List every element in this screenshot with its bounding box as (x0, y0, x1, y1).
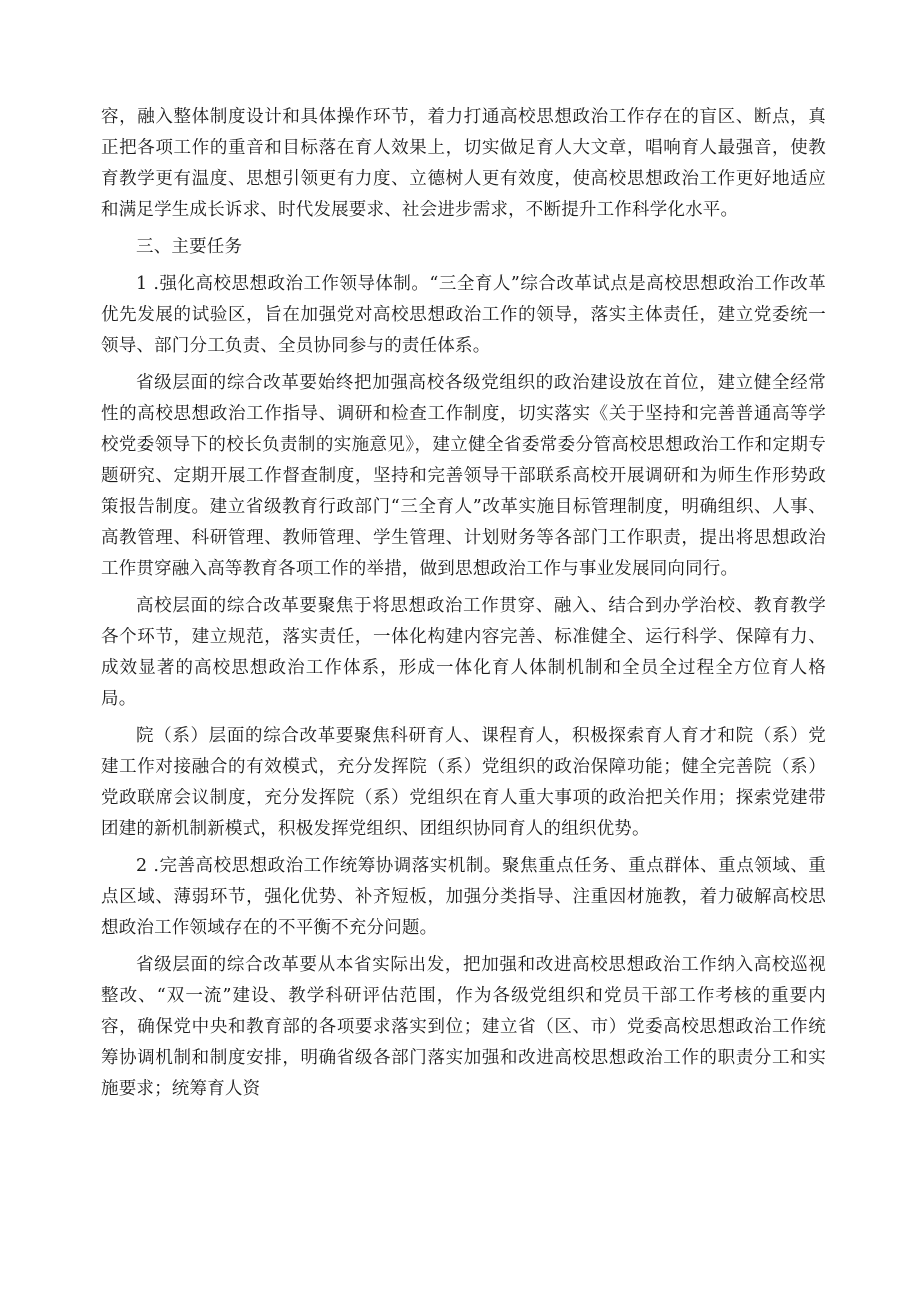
paragraph-task-2: 2 .完善高校思想政治工作统筹协调落实机制。聚焦重点任务、重点群体、重点领域、重点区域、薄弱环节，强化优势、补齐短板，加强分类指导、注重因材施教，着力破解高校思想政治工作领域存在的不平衡不充分问题。 (101, 856, 826, 938)
paragraph-continuation: 容，融入整体制度设计和具体操作环节，着力打通高校思想政治工作存在的盲区、断点，真正把各项工作的重音和目标落在育人效果上，切实做足育人大文章，唱响育人最强音，使教育教学更有温度、思想引领更有力度、立德树人更有效度，使高校思想政治工作更好地适应和满足学生成长诉求、时代发展要求、社会进步需求，不断提升工作科学化水平。 (101, 107, 826, 220)
paragraph-department-level: 院（系）层面的综合改革要聚焦科研育人、课程育人，积极探索育人育才和院（系）党建工作对接融合的有效模式，充分发挥院（系）党组织的政治保障功能；健全完善院（系）党政联席会议制度，充分发挥院（系）党组织在育人重大事项的政治把关作用；探索党建带团建的新机制新模式，积极发挥党组织、团组织协同育人的组织优势。 (101, 726, 826, 839)
paragraph-task-1: 1 .强化高校思想政治工作领导体制。“三全育人”综合改革试点是高校思想政治工作改革优先发展的试验区，旨在加强党对高校思想政治工作的领导，落实主体责任，建立党委统一领导、部门分工负责、全员协同参与的责任体系。 (101, 274, 826, 356)
section-heading: 三、主要任务 (136, 237, 243, 257)
document-body (101, 102, 826, 1111)
paragraph-provincial-level: 省级层面的综合改革要始终把加强高校各级党组织的政治建设放在首位，建立健全经常性的高校思想政治工作指导、调研和检查工作制度，切实落实《关于坚持和完善普通高等学校党委领导下的校长负责制的实施意见》，建立健全省委常委分管高校思想政治工作和定期专题研究、定期开展工作督查制度，坚持和完善领导干部联系高校开展调研和为师生作形势政策报告制度。建立省级教育行政部门“三全育人”改革实施目标管理制度，明确组织、人事、高教管理、科研管理、教师管理、学生管理、计划财务等各部门工作职责，提出将思想政治工作贯穿融入高等教育各项工作的举措，做到思想政治工作与事业发展同向同行。 (101, 373, 826, 579)
paragraph-university-level: 高校层面的综合改革要聚焦于将思想政治工作贯穿、融入、结合到办学治校、教育教学各个环节，建立规范，落实责任，一体化构建内容完善、标准健全、运行科学、保障有力、成效显著的高校思想政治工作体系，形成一体化育人体制机制和全员全过程全方位育人格局。 (101, 596, 826, 709)
paragraph-provincial-level-2: 省级层面的综合改革要从本省实际出发，把加强和改进高校思想政治工作纳入高校巡视整改、“双一流”建设、教学科研评估范围，作为各级党组织和党员干部工作考核的重要内容，确保党中央和教育部的各项要求落实到位；建立省（区、市）党委高校思想政治工作统筹协调机制和制度安排，明确省级各部门落实加强和改进高校思想政治工作的职责分工和实施要求；统筹育人资 (101, 955, 826, 1099)
